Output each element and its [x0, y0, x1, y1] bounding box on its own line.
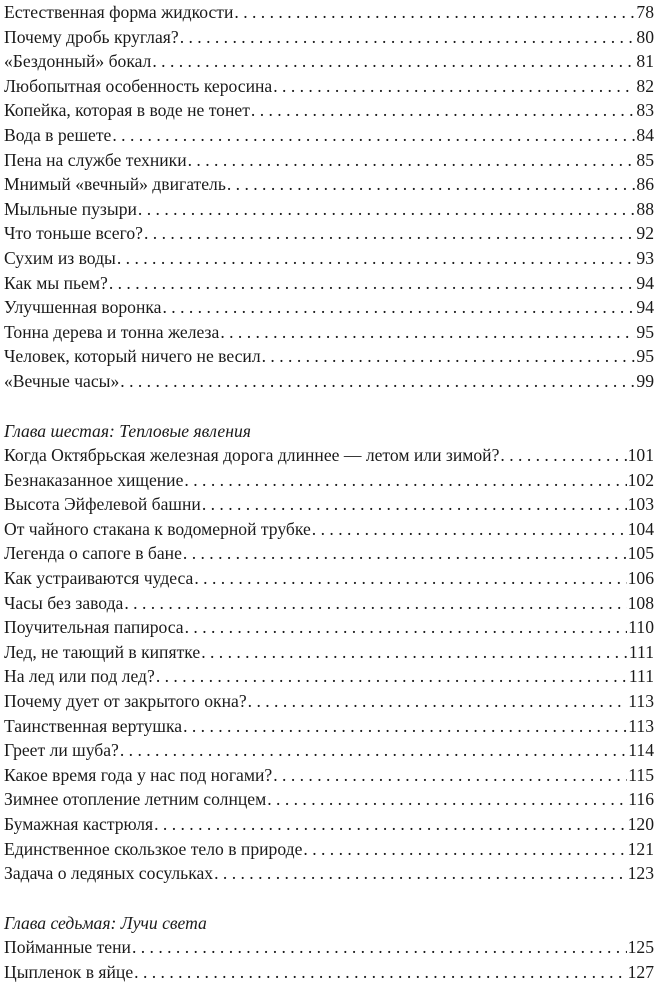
toc-entry-title: Вода в решете — [4, 124, 112, 145]
dot-leader — [184, 468, 626, 493]
toc-entry-title: Бумажная кастрюля — [4, 814, 154, 834]
toc-entry-title: Задача о ледяных сосульках — [4, 863, 214, 884]
toc-entry-page: 121 — [627, 838, 654, 859]
toc-entry — [4, 492, 657, 517]
dot-leader — [154, 812, 627, 837]
toc-entry-title: Пена на службе техники — [4, 149, 187, 170]
toc-entry — [4, 320, 657, 345]
section-gap — [4, 886, 657, 911]
dot-leader — [124, 591, 626, 616]
dot-leader — [303, 837, 626, 862]
dot-leader — [132, 935, 627, 960]
toc-entry-page: 88 — [636, 198, 654, 219]
toc-entry — [4, 74, 657, 99]
toc-entry-page: 127 — [627, 961, 654, 982]
dot-leader — [152, 49, 635, 74]
toc-entry-page: 120 — [627, 814, 654, 834]
toc-entry — [4, 566, 657, 591]
toc-entry-page: 85 — [636, 149, 654, 170]
toc-entry — [4, 615, 657, 640]
toc-entry — [4, 98, 657, 123]
toc-entry-title: Поучительная папироса — [4, 617, 184, 638]
dot-leader — [234, 0, 635, 25]
toc-entry-page: 111 — [628, 641, 654, 662]
toc-entry-title: Сухим из воды — [4, 247, 116, 268]
dot-leader — [180, 25, 636, 50]
toc-entry-title: Когда Октябрьская железная дорога длиннее — летом или зимой? — [4, 445, 500, 466]
toc-entry-title: Естественная форма жидкости — [4, 2, 234, 22]
toc-entry — [4, 738, 657, 763]
toc-entry — [4, 689, 657, 714]
toc-entry-title: Копейка, которая в воде не тонет — [4, 100, 250, 121]
toc-entry-title: Цыпленок в яйце — [4, 961, 134, 982]
dot-leader — [138, 197, 635, 222]
dot-leader — [227, 172, 636, 197]
toc-entry-page: 106 — [627, 568, 654, 589]
toc-entry-title: Тонна дерева и тонна железа — [4, 321, 220, 342]
toc-entry-title: Единственное скользкое тело в природе — [4, 838, 303, 859]
toc-entry — [4, 172, 657, 197]
dot-leader — [312, 517, 627, 542]
toc-entry-page: 116 — [628, 789, 654, 810]
toc-entry-title: «Вечные часы» — [4, 370, 120, 391]
toc-entry-page: 101 — [627, 445, 654, 466]
toc-entry — [4, 935, 657, 960]
toc-entry-title: Мнимый «вечный» двигатель — [4, 174, 226, 195]
toc-entry — [4, 763, 657, 788]
dot-leader — [183, 714, 627, 739]
dot-leader — [248, 689, 628, 714]
toc-entry — [4, 443, 657, 468]
dot-leader — [214, 861, 627, 886]
toc-entry-title: Как мы пьем? — [4, 272, 108, 293]
toc-entry-title: Человек, который ничего не весил — [4, 346, 261, 367]
toc-entry — [4, 541, 657, 566]
toc-entry-page: 108 — [627, 592, 654, 613]
toc-entry — [4, 812, 657, 837]
toc-entry-title: «Бездонный» бокал — [4, 51, 152, 72]
toc-entry-page: 104 — [627, 518, 654, 539]
toc-entry-title: Какое время года у нас под ногами? — [4, 764, 273, 785]
toc-entry-page: 83 — [636, 100, 654, 121]
toc-entry — [4, 148, 657, 173]
toc-entry-page: 82 — [636, 75, 654, 96]
dot-leader — [183, 541, 627, 566]
dot-leader — [185, 615, 628, 640]
toc-entry — [4, 369, 657, 394]
toc-entry-page: 81 — [636, 51, 654, 72]
toc-entry — [4, 246, 657, 271]
toc-entry-page: 110 — [628, 617, 654, 638]
toc-entry-title: Высота Эйфелевой башни — [4, 494, 201, 515]
dot-leader — [120, 369, 635, 394]
toc-entry-page: 84 — [636, 124, 654, 145]
toc-entry-page: 125 — [627, 937, 654, 958]
toc-entry-title: От чайного стакана к водомерной трубке — [4, 518, 311, 539]
toc-entry-page: 99 — [636, 370, 654, 391]
dot-leader — [267, 787, 627, 812]
toc-entry-page: 113 — [628, 715, 654, 736]
toc-entry-page: 93 — [636, 247, 654, 268]
toc-entry — [4, 344, 657, 369]
toc-entry-title: Что тоньше всего? — [4, 223, 143, 244]
toc-entry-page: 113 — [628, 691, 654, 712]
toc-entry-page: 94 — [636, 272, 654, 293]
dot-leader — [194, 566, 626, 591]
toc-entry-title: Зимнее отопление летним солнцем — [4, 789, 267, 810]
toc-entry — [4, 714, 657, 739]
toc-entry-page: 102 — [627, 469, 654, 490]
dot-leader — [273, 763, 627, 788]
toc-entry-title: Греет ли шуба? — [4, 740, 119, 761]
toc-entry-page: 78 — [636, 2, 654, 22]
toc-entry-page: 111 — [628, 666, 654, 687]
toc-entry — [4, 960, 657, 985]
toc-entry — [4, 197, 657, 222]
dot-leader — [202, 492, 627, 517]
toc-entry-title: Мыльные пузыри — [4, 198, 137, 219]
toc-entry-title: Часы без завода — [4, 592, 124, 613]
toc-entry-page: 95 — [636, 321, 654, 342]
section-gap — [4, 394, 657, 419]
dot-leader — [162, 295, 635, 320]
toc-entry-title: Почему дробь круглая? — [4, 26, 179, 47]
toc-entry — [4, 0, 657, 25]
dot-leader — [144, 221, 635, 246]
dot-leader — [262, 344, 636, 369]
toc-entry-page: 94 — [636, 297, 654, 318]
toc-entry-title: Улучшенная воронка — [4, 297, 162, 318]
toc-entry — [4, 25, 657, 50]
toc-entry-page: 105 — [627, 543, 654, 564]
toc-entry-title: Легенда о сапоге в бане — [4, 543, 182, 564]
dot-leader — [120, 738, 627, 763]
toc-entry — [4, 295, 657, 320]
toc-entry-page: 115 — [628, 764, 654, 785]
dot-leader — [117, 246, 636, 271]
toc-entry-page: 103 — [627, 494, 654, 515]
toc-entry-page: 80 — [636, 26, 654, 47]
toc-entry — [4, 640, 657, 665]
toc-entry — [4, 591, 657, 616]
toc-entry — [4, 468, 657, 493]
toc-entry-title: Как устраиваются чудеса — [4, 568, 194, 589]
toc-entry — [4, 517, 657, 542]
dot-leader — [500, 443, 626, 468]
toc-entry — [4, 861, 657, 886]
toc-entry-page: 86 — [636, 174, 654, 195]
toc-entry-title: Лед, не тающий в кипятке — [4, 641, 201, 662]
dot-leader — [134, 960, 626, 985]
toc-entry-title: Пойманные тени — [4, 937, 131, 958]
toc-entry — [4, 787, 657, 812]
chapter-heading: Глава седьмая: Лучи света — [4, 912, 207, 933]
dot-leader — [201, 640, 628, 665]
toc-entry-title: Безнаказанное хищение — [4, 469, 184, 490]
toc-entry-title: На лед или под лед? — [4, 666, 155, 687]
dot-leader — [220, 320, 635, 345]
dot-leader — [109, 271, 636, 296]
dot-leader — [273, 74, 635, 99]
toc-entry — [4, 837, 657, 862]
toc-entry-page: 114 — [628, 740, 654, 761]
toc-entry-title: Таинственная вертушка — [4, 715, 183, 736]
chapter-heading: Глава шестая: Тепловые явления — [4, 420, 251, 441]
toc-entry — [4, 271, 657, 296]
toc-entry — [4, 221, 657, 246]
toc-entry-page: 123 — [627, 863, 654, 884]
toc-section-chapter-6 — [4, 419, 657, 886]
toc-entry — [4, 123, 657, 148]
dot-leader — [112, 123, 635, 148]
toc-entry-title: Любопытная особенность керосина — [4, 75, 273, 96]
dot-leader — [251, 98, 636, 123]
toc-entry-page: 95 — [636, 346, 654, 367]
toc-section-chapter-7 — [4, 911, 657, 985]
dot-leader — [156, 664, 628, 689]
toc-entry — [4, 664, 657, 689]
dot-leader — [188, 148, 636, 173]
toc-entry-title: Почему дует от закрытого окна? — [4, 691, 247, 712]
toc-entry-page: 92 — [636, 223, 654, 244]
toc-section-continued — [4, 0, 657, 394]
toc-entry — [4, 49, 657, 74]
